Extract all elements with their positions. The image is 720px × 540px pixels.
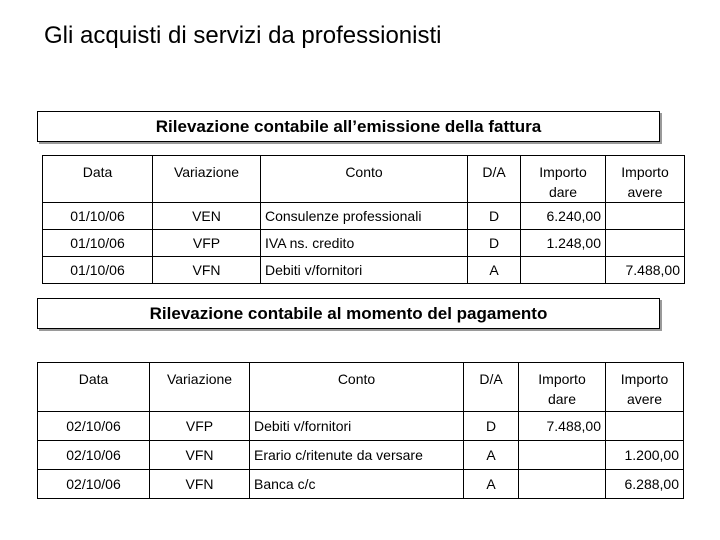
cell-variazione: VFN xyxy=(153,257,261,284)
table-row xyxy=(38,412,684,441)
col-header-conto: Conto xyxy=(250,363,464,412)
cell-da: A xyxy=(464,470,519,499)
cell-importo-dare: 1.248,00 xyxy=(521,230,606,257)
table-row xyxy=(38,470,684,499)
page-title: Gli acquisti di servizi da professionisti xyxy=(44,22,442,49)
cell-conto: Debiti v/fornitori xyxy=(261,257,468,284)
col-header-variazione: Variazione xyxy=(153,156,261,203)
cell-variazione: VFN xyxy=(150,441,250,470)
cell-data: 01/10/06 xyxy=(43,257,153,284)
table-row xyxy=(38,441,684,470)
cell-importo-avere xyxy=(606,203,685,230)
col-header-da: D/A xyxy=(464,363,519,412)
col-header-importo-dare: Importo dare xyxy=(521,156,606,203)
cell-da: D xyxy=(468,203,521,230)
cell-importo-avere: 7.488,00 xyxy=(606,257,685,284)
cell-importo-avere: 6.288,00 xyxy=(606,470,684,499)
col-header-variazione: Variazione xyxy=(150,363,250,412)
cell-importo-dare xyxy=(521,257,606,284)
cell-variazione: VFN xyxy=(150,470,250,499)
cell-importo-dare xyxy=(519,441,606,470)
cell-importo-dare xyxy=(519,470,606,499)
cell-data: 02/10/06 xyxy=(38,470,150,499)
cell-conto: Debiti v/fornitori xyxy=(250,412,464,441)
col-header-importo-avere: Importo avere xyxy=(606,363,684,412)
cell-variazione: VEN xyxy=(153,203,261,230)
journal-table-emissione xyxy=(42,155,685,284)
cell-conto: Erario c/ritenute da versare xyxy=(250,441,464,470)
cell-conto: IVA ns. credito xyxy=(261,230,468,257)
table-header-row xyxy=(43,156,685,203)
cell-data: 01/10/06 xyxy=(43,230,153,257)
col-header-importo-avere: Importo avere xyxy=(606,156,685,203)
cell-importo-avere xyxy=(606,412,684,441)
cell-conto: Banca c/c xyxy=(250,470,464,499)
col-header-data: Data xyxy=(43,156,153,203)
section-heading-pagamento: Rilevazione contabile al momento del pagamento xyxy=(37,298,660,329)
cell-da: A xyxy=(468,257,521,284)
journal-table-pagamento xyxy=(37,362,684,499)
col-header-data: Data xyxy=(38,363,150,412)
cell-data: 02/10/06 xyxy=(38,441,150,470)
cell-variazione: VFP xyxy=(153,230,261,257)
col-header-conto: Conto xyxy=(261,156,468,203)
cell-da: D xyxy=(464,412,519,441)
table-header-row xyxy=(38,363,684,412)
cell-importo-dare: 6.240,00 xyxy=(521,203,606,230)
cell-conto: Consulenze professionali xyxy=(261,203,468,230)
cell-da: A xyxy=(464,441,519,470)
cell-da: D xyxy=(468,230,521,257)
table-row xyxy=(43,257,685,284)
section-heading-emissione: Rilevazione contabile all’emissione della fattura xyxy=(37,111,660,142)
cell-importo-avere: 1.200,00 xyxy=(606,441,684,470)
table-row xyxy=(43,230,685,257)
cell-data: 02/10/06 xyxy=(38,412,150,441)
col-header-da: D/A xyxy=(468,156,521,203)
cell-importo-avere xyxy=(606,230,685,257)
cell-data: 01/10/06 xyxy=(43,203,153,230)
cell-variazione: VFP xyxy=(150,412,250,441)
cell-importo-dare: 7.488,00 xyxy=(519,412,606,441)
col-header-importo-dare: Importo dare xyxy=(519,363,606,412)
table-row xyxy=(43,203,685,230)
